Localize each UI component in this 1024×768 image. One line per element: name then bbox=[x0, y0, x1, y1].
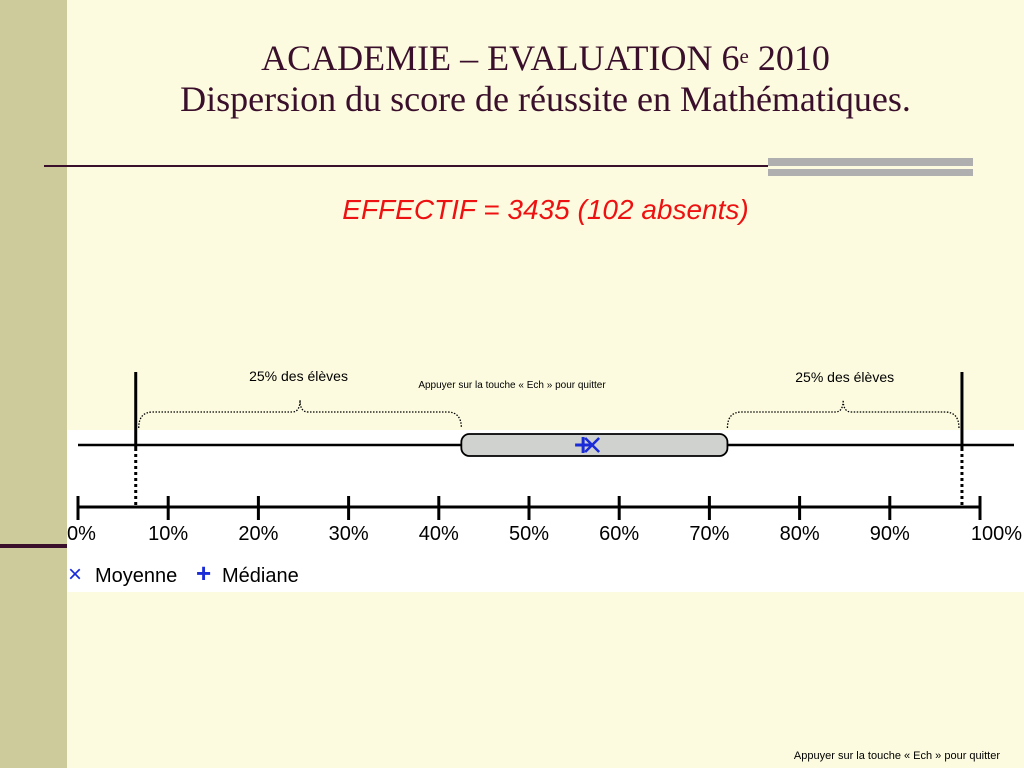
effectif-text: EFFECTIF = 3435 (102 absents) bbox=[342, 194, 749, 225]
title-superscript: e bbox=[739, 44, 749, 68]
bracket-label-left: 25% des élèves bbox=[249, 368, 348, 384]
tick-label-7: 70% bbox=[689, 523, 730, 545]
center-note: Appuyer sur la touche « Ech » pour quitter bbox=[418, 380, 606, 391]
slide-title bbox=[67, 38, 1024, 120]
tick-label-8: 80% bbox=[779, 523, 820, 545]
title-line-1-prefix: ACADEMIE – EVALUATION 6 bbox=[261, 38, 740, 78]
tick-label-9: 90% bbox=[869, 523, 910, 545]
bracket-label-right: 25% des élèves bbox=[795, 369, 895, 385]
title-accent-bar bbox=[768, 158, 973, 176]
tick-label-5: 50% bbox=[508, 523, 550, 545]
tick-label-6: 60% bbox=[599, 523, 640, 545]
title-line-2: Dispersion du score de réussite en Mathématiques. bbox=[180, 79, 911, 119]
title-line-1 bbox=[67, 38, 1024, 79]
tick-label-2: 20% bbox=[238, 523, 279, 545]
tick-label-1: 10% bbox=[148, 523, 189, 545]
legend-mean-label: Moyenne bbox=[95, 565, 178, 587]
tick-label-4: 40% bbox=[418, 523, 459, 545]
tick-label-10: 100% bbox=[970, 523, 1022, 545]
bracket-right bbox=[727, 400, 959, 428]
legend-median-label: Médiane bbox=[222, 565, 299, 587]
footer-note: Appuyer sur la touche « Ech » pour quitter bbox=[793, 750, 1000, 762]
iqr-box bbox=[461, 434, 727, 456]
legend-median-symbol: + bbox=[196, 558, 212, 588]
legend-mean-symbol: × bbox=[68, 561, 83, 588]
tick-label-3: 30% bbox=[328, 523, 369, 545]
boxplot-chart bbox=[0, 360, 1024, 600]
title-rule bbox=[44, 165, 770, 167]
tick-label-0: 0% bbox=[67, 523, 96, 545]
bracket-left bbox=[139, 400, 462, 428]
title-line-1-suffix: 2010 bbox=[748, 38, 830, 78]
